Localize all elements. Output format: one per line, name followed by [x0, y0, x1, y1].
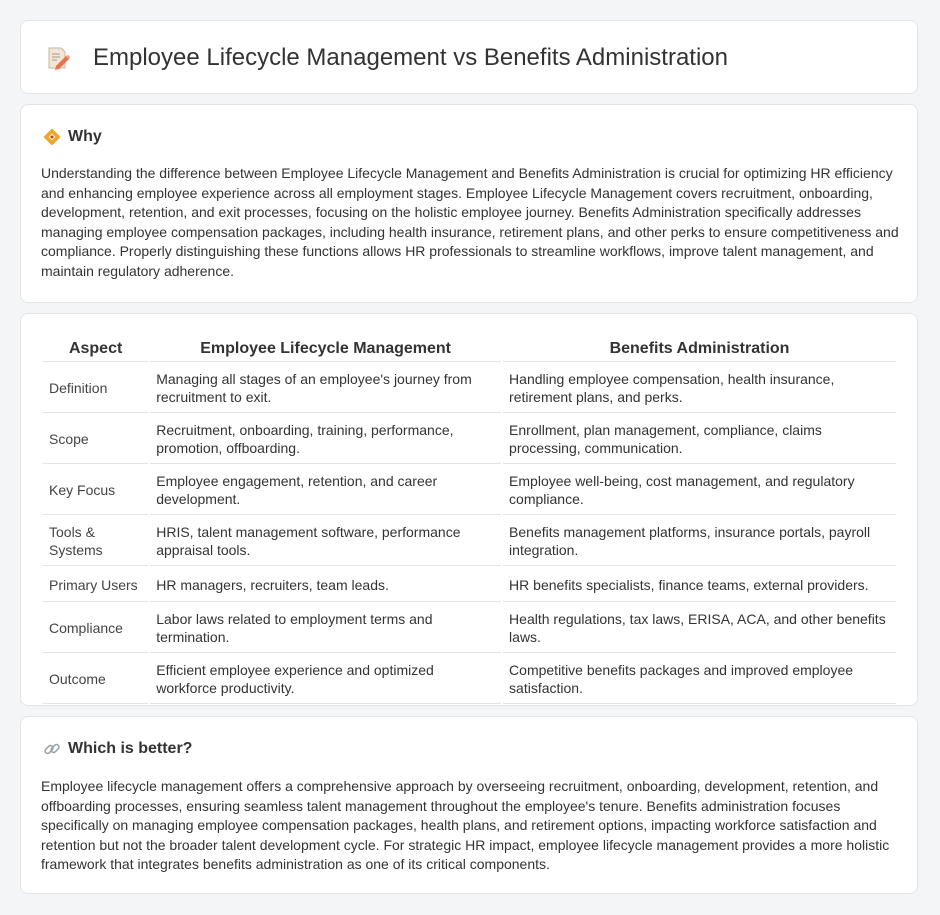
table-header-row: [43, 337, 896, 362]
column-header: Employee Lifecycle Management: [150, 337, 501, 362]
table-row: [43, 517, 896, 566]
document-pencil-icon: [45, 45, 71, 71]
page-title: Employee Lifecycle Management vs Benefits Administration: [93, 44, 728, 71]
lifecycle-cell: Managing all stages of an employee's journey from recruitment to exit.: [150, 364, 501, 413]
lifecycle-cell: Employee engagement, retention, and career development.: [150, 466, 501, 515]
aspect-cell: Scope: [43, 415, 148, 464]
lifecycle-cell: HR managers, recruiters, team leads.: [150, 568, 501, 602]
aspect-cell: Tools & Systems: [43, 517, 148, 566]
better-title: Which is better?: [68, 740, 193, 757]
which-is-better-section: [20, 716, 918, 894]
why-title: Why: [68, 128, 102, 145]
comparison-table: [41, 335, 898, 706]
why-body: Understanding the difference between Employee Lifecycle Management and Benefits Administration is crucial for optimizing HR efficiency and enhancing employee experience across all employment stages. Employee Lifecycle Management covers recruitment, onboarding, development, retention, and exit processes, focusing on the holistic employee journey. Benefits Administration specifically addresses managing employee compensation packages, including health insurance, retirement plans, and other perks to ensure competitiveness and compliance. Properly distinguishing these functions allows HR professionals to streamline workflows, improve talent management, and maintain regulatory adherence.: [41, 165, 899, 279]
table-row: [43, 364, 896, 413]
better-body: Employee lifecycle management offers a comprehensive approach by overseeing recruitment, onboarding, development, retention, and offboarding processes, ensuring seamless talent management throughout the employee's tenure. Benefits administration focuses specifically on managing employee compensation packages, health plans, and retirement options, impacting workforce satisfaction and retention but not the broader talent development cycle. For strategic HR impact, employee lifecycle management provides a more holistic framework that integrates benefits administration as one of its critical components.: [41, 778, 890, 873]
benefits-cell: Health regulations, tax laws, ERISA, ACA, and other benefits laws.: [503, 604, 896, 653]
lifecycle-cell: Labor laws related to employment terms and termination.: [150, 604, 501, 653]
why-section: [20, 104, 918, 303]
column-header: Aspect: [43, 337, 148, 362]
lifecycle-cell: HRIS, talent management software, performance appraisal tools.: [150, 517, 501, 566]
lifecycle-cell: Efficient employee experience and optimized workforce productivity.: [150, 655, 501, 704]
better-heading: [43, 739, 192, 759]
benefits-cell: Handling employee compensation, health insurance, retirement plans, and perks.: [503, 364, 896, 413]
aspect-cell: Key Focus: [43, 466, 148, 515]
aspect-cell: Primary Users: [43, 568, 148, 602]
benefits-cell: Competitive benefits packages and improved employee satisfaction.: [503, 655, 896, 704]
benefits-cell: HR benefits specialists, finance teams, external providers.: [503, 568, 896, 602]
column-header: Benefits Administration: [503, 337, 896, 362]
link-icon: [43, 740, 61, 758]
table-row: [43, 604, 896, 653]
aspect-cell: Compliance: [43, 604, 148, 653]
diamond-sign-icon: [43, 128, 61, 146]
table-row: [43, 568, 896, 602]
header-card: [20, 20, 918, 94]
table-row: [43, 466, 896, 515]
aspect-cell: Outcome: [43, 655, 148, 704]
benefits-cell: Benefits management platforms, insurance portals, payroll integration.: [503, 517, 896, 566]
table-row: [43, 655, 896, 704]
comparison-table-card: [20, 313, 918, 706]
why-heading: [43, 127, 102, 147]
benefits-cell: Employee well-being, cost management, and regulatory compliance.: [503, 466, 896, 515]
aspect-cell: Definition: [43, 364, 148, 413]
lifecycle-cell: Recruitment, onboarding, training, performance, promotion, offboarding.: [150, 415, 501, 464]
table-row: [43, 415, 896, 464]
benefits-cell: Enrollment, plan management, compliance, claims processing, communication.: [503, 415, 896, 464]
